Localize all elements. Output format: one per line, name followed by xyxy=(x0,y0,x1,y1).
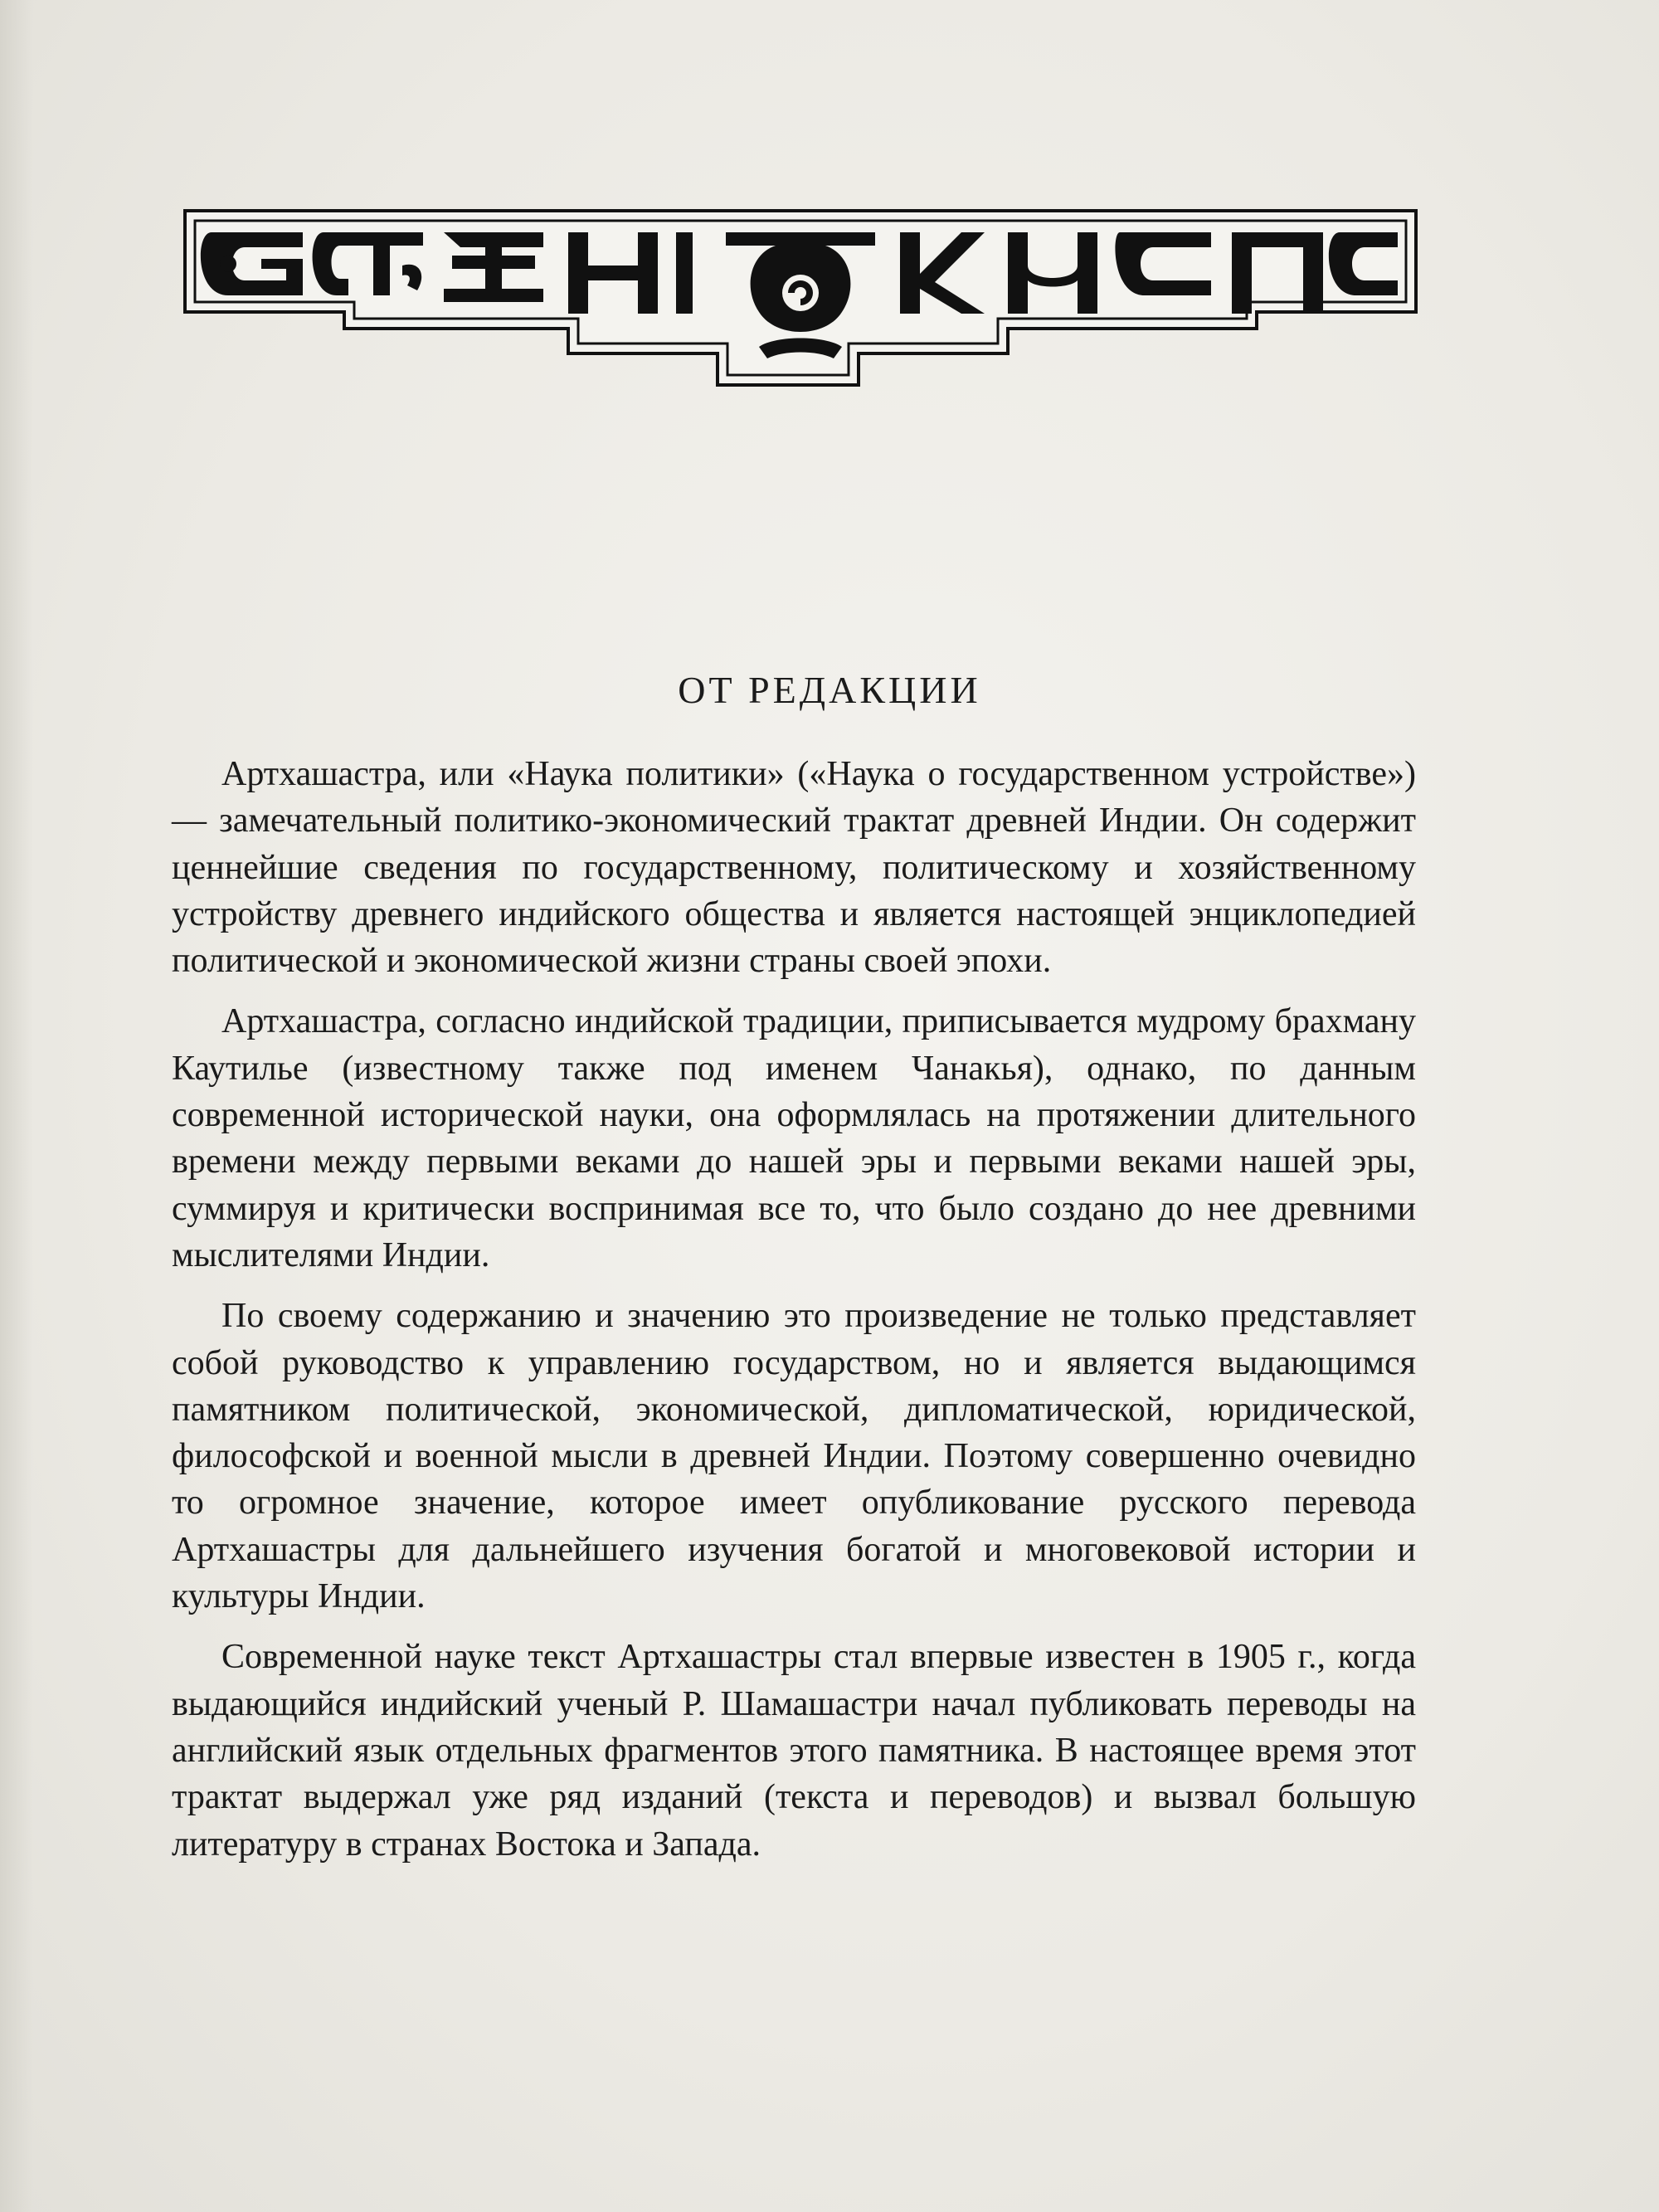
paragraph: Артхашастра, согласно индийской традиции, приписывается мудрому брахману Каутилье (известному также под именем Чанакья), однако, по данным современной исторической науки, она оформлялась на протяжении длительного времени между первыми веками до нашей эры и первыми веками нашей эры, суммируя и критически воспринимая все то, что было создано до нее древними мыслителями Индии. xyxy=(172,1002,1416,1274)
paragraph: По своему содержанию и значению это произведение не только представляет собой руководство к управлению государством, но и является выдающимся памятником политической, экономической, дипломатической, юридической, философской и военной мысли в древней Индии. Поэтому совершенно очевидно то огромное значение, которое имеет опубликование русского перевода Артхашастры для дальнейшего изучения богатой и многовековой истории и культуры Индии. xyxy=(172,1297,1416,1616)
paragraph: Современной науке текст Артхашастры стал впервые известен в 1905 г., когда выдающийся индийский ученый Р. Шамашастри начал публиковать переводы на английский язык отдельных фрагментов этого памятника. В настоящее время этот трактат выдержал уже ряд изданий (текста и переводов) и вызвал большую литературу в странах Востока и Запада. xyxy=(172,1638,1416,1864)
paragraph: Артхашастра, или «Наука политики» («Наука о государственном устройстве») — замечательный политико-экономический трактат древней Индии. Он содержит ценнейшие сведения по государственному, политическому и хозяйственному устройству древнего индийского общества и является настоящей энциклопедией политической и экономической жизни страны своей эпохи. xyxy=(172,755,1416,981)
body-text xyxy=(172,751,1416,1882)
page-title: ОТ РЕДАКЦИИ xyxy=(678,669,981,711)
decorative-headpiece-ornament-icon xyxy=(178,189,1423,397)
page-gutter-shadow xyxy=(0,0,33,2212)
